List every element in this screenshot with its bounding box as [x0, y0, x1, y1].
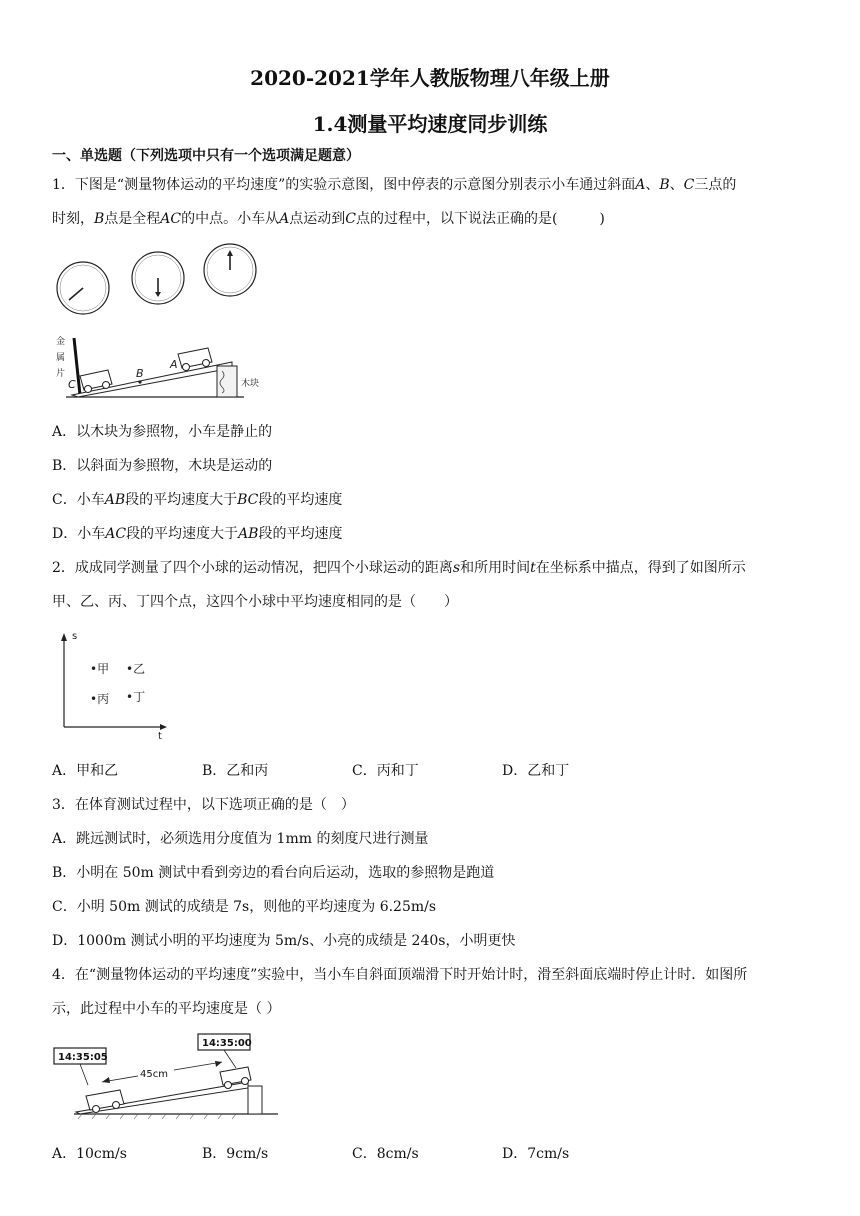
- point-bing: •丙: [90, 692, 110, 706]
- q4-option-b[interactable]: B．9cm/s: [202, 1146, 269, 1162]
- q2-option-a[interactable]: A．甲和乙: [52, 763, 119, 779]
- q4-stem-line2: 示，此过程中小车的平均速度是（ ）: [52, 1001, 281, 1017]
- q3-option-b[interactable]: B．小明在 50m 测试中看到旁边的看台向后运动，选取的参照物是跑道: [52, 865, 495, 881]
- point-a-label: A: [170, 358, 178, 371]
- stopwatch-c-icon: [57, 262, 109, 314]
- q2-figure: [52, 625, 172, 740]
- q2-option-b[interactable]: B．乙和丙: [202, 763, 269, 779]
- metal-plate-label-1: 金: [56, 337, 66, 347]
- stopwatch-b-icon: [132, 252, 184, 304]
- point-ding: •丁: [126, 690, 146, 704]
- q1-option-c[interactable]: C．小车AB段的平均速度大于BC段的平均速度: [52, 492, 343, 508]
- q2-option-c[interactable]: C．丙和丁: [352, 763, 419, 779]
- point-yi: •乙: [126, 662, 146, 676]
- clock-end-time: 14:35:05: [58, 1052, 108, 1063]
- q3-option-d[interactable]: D．1000m 测试小明的平均速度为 5m/s、小亮的成绩是 240s，小明更快: [52, 933, 516, 949]
- axis-x-label: t: [158, 731, 162, 742]
- distance-label: 45cm: [140, 1069, 168, 1080]
- metal-plate-label-2: 属: [56, 353, 66, 363]
- q4-stem-line1: 4．在“测量物体运动的平均速度”实验中，当小车自斜面顶端滑下时开始计时，滑至斜面底端时停止计时．如图所: [52, 967, 748, 983]
- section-heading: 一、单选题（下列选项中只有一个选项满足题意）: [52, 148, 360, 164]
- support-block: [248, 1086, 262, 1114]
- q3-option-c[interactable]: C．小明 50m 测试的成绩是 7s，则他的平均速度为 6.25m/s: [52, 899, 437, 915]
- metal-plate-label-3: 片: [56, 369, 66, 379]
- q1-figure: [52, 240, 282, 405]
- q3-option-a[interactable]: A．跳远测试时，必须选用分度值为 1mm 的刻度尺进行测量: [52, 831, 429, 847]
- q4-figure: [52, 1030, 282, 1120]
- q2-option-d[interactable]: D．乙和丁: [502, 763, 570, 779]
- document-subtitle: 1.4测量平均速度同步训练: [312, 112, 548, 136]
- point-jia: •甲: [90, 662, 110, 676]
- q4-option-a[interactable]: A．10cm/s: [52, 1146, 127, 1162]
- document-title: 2020-2021学年人教版物理八年级上册: [250, 66, 610, 90]
- q1-stem-line1: 1．下图是“测量物体运动的平均速度”的实验示意图，图中停表的示意图分别表示小车通过斜面A、B、C三点的: [52, 177, 737, 193]
- clock-start-time: 14:35:00: [202, 1038, 252, 1049]
- q1-option-a[interactable]: A．以木块为参照物，小车是静止的: [52, 424, 273, 440]
- point-b-label: B: [136, 367, 144, 380]
- wooden-block-label: 木块: [241, 379, 260, 389]
- q1-option-d[interactable]: D．小车AC段的平均速度大于AB段的平均速度: [52, 526, 343, 542]
- q3-stem: 3．在体育测试过程中，以下选项正确的是（ ）: [52, 797, 355, 813]
- q1-stem-line2: 时刻，B点是全程AC的中点。小车从A点运动到C点的过程中，以下说法正确的是( ): [52, 211, 605, 227]
- q4-option-d[interactable]: D．7cm/s: [502, 1146, 570, 1162]
- q4-option-c[interactable]: C．8cm/s: [352, 1146, 419, 1162]
- stopwatch-a-icon: [204, 244, 256, 296]
- q2-stem-line1: 2．成成同学测量了四个小球的运动情况，把四个小球运动的距离s和所用时间t在坐标系中描点，得到了如图所示: [52, 560, 746, 576]
- q1-option-b[interactable]: B．以斜面为参照物，木块是运动的: [52, 458, 273, 474]
- point-c-label: C: [68, 378, 76, 391]
- axis-y-label: s: [72, 631, 78, 642]
- q2-stem-line2: 甲、乙、丙、丁四个点，这四个小球中平均速度相同的是（ ）: [52, 594, 458, 610]
